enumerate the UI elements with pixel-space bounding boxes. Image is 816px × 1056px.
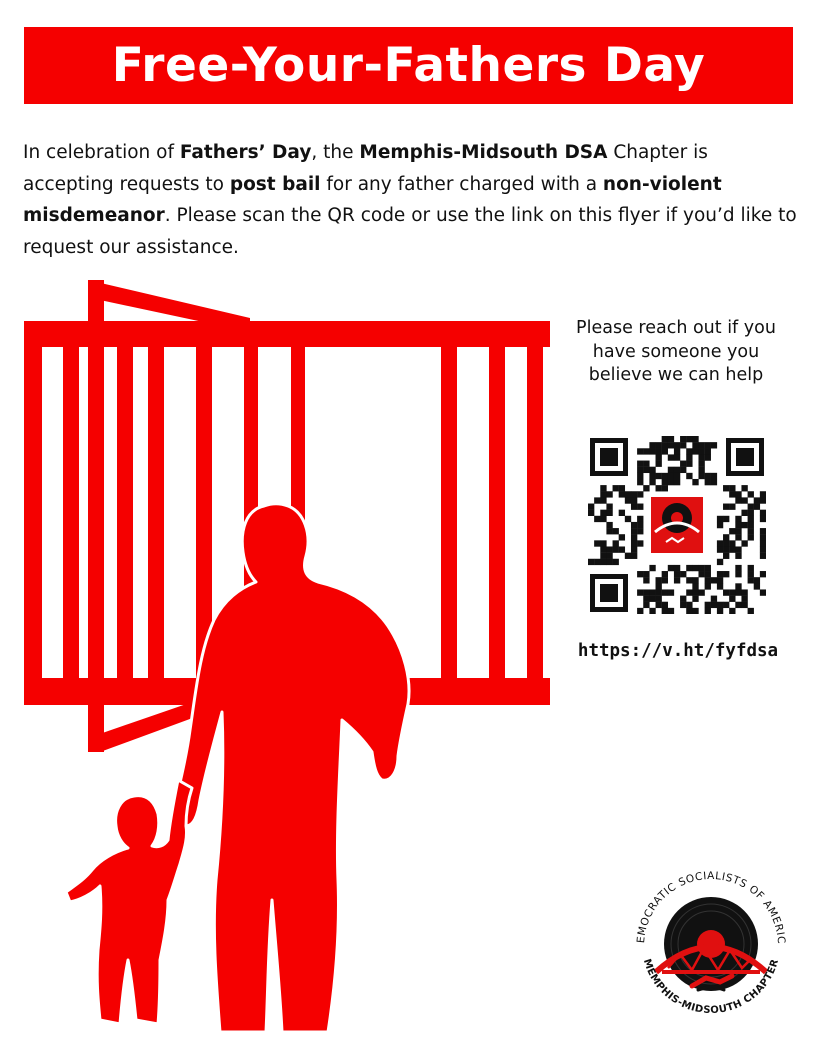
intro-text-5: . Please scan the QR code or use the link on this flyer if you’d like to request our assistance. [23, 205, 797, 258]
intro-bold-chapter: Memphis-Midsouth DSA [359, 142, 608, 163]
dsa-logo-icon [628, 860, 794, 1026]
qr-code[interactable] [588, 436, 766, 614]
dsa-logo [628, 860, 794, 1026]
logo-ring-text: EMOCRATIC SOCIALISTS OF AMERIC [634, 869, 788, 945]
intro-bold-misdemeanor: non-violent misdemeanor [23, 173, 722, 226]
intro-bold-post-bail: post bail [229, 173, 321, 195]
intro-text-4: for any father charged with a [320, 173, 603, 195]
intro-text-3: Chapter is accepting requests to [23, 142, 708, 195]
gate-illustration [0, 270, 560, 1056]
intro-bold-fathers-day: Fathers’ Day [179, 142, 312, 163]
reach-out-text: Please reach out if you have someone you believe we can help [576, 318, 776, 385]
title-banner [24, 27, 793, 104]
intro-text-2: , the [311, 142, 360, 163]
qr-code-icon [588, 436, 766, 614]
page-title: Free-Your-Fathers Day [111, 38, 706, 93]
intro-paragraph [23, 137, 798, 263]
request-link[interactable]: https://v.ht/fyfdsa [577, 641, 779, 661]
logo-chapter-text: MEMPHIS-MIDSOUTH CHAPTER [640, 957, 782, 1017]
intro-text-1: In celebration of [23, 142, 180, 163]
